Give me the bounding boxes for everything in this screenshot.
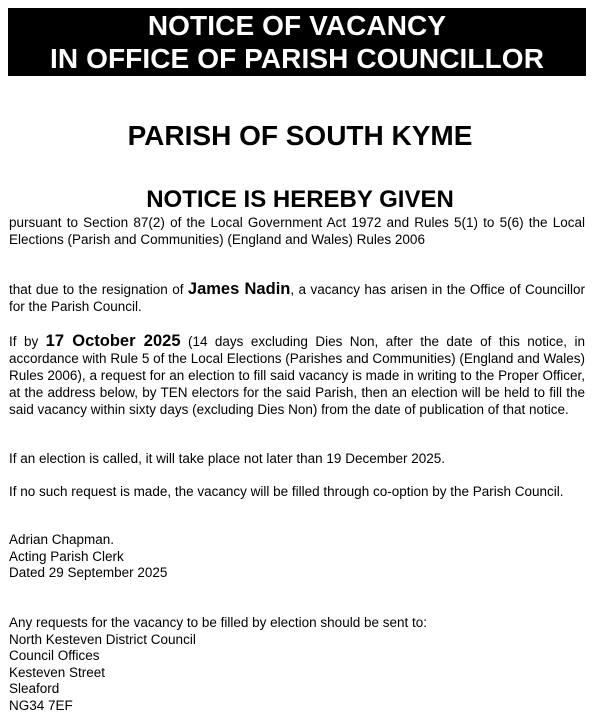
address-line: Sleaford [9,681,60,696]
deadline-date: 17 October 2025 [45,332,181,350]
deadline-paragraph [9,333,585,418]
address-line: NG34 7EF [9,697,73,713]
notice-heading: NOTICE IS HEREBY GIVEN [146,186,454,213]
notice-banner [8,8,586,76]
resigned-councillor-name: James Nadin [187,280,291,298]
resignation-paragraph [9,281,585,315]
address-line: North Kesteven District Council [9,631,196,647]
clerk-role: Acting Parish Clerk [9,548,124,564]
deadline-text-end: (14 days excluding Dies Non, after the date of this notice, in accordance with Rule 5 of the Local Elections (Parishes and Communities) (England and Wales) Rules 2006), a request for an election to fill said vacancy is made in writing to the Proper Officer, at the address below, by TEN electors for the said Parish, then an election will be held to fill the said vacancy within sixty days (excluding Dies Non) from the date of publication of that notice. [9,334,585,417]
election-date-paragraph: If an election is called, it will take place not later than 19 December 2025. [9,451,445,466]
banner-title-line-1: NOTICE OF VACANCY [147,10,447,41]
cooption-paragraph: If no such request is made, the vacancy will be filled through co-option by the Parish Council. [9,484,564,499]
banner-title-line-2: IN OFFICE OF PARISH COUNCILLOR [49,43,545,74]
parish-title: PARISH OF SOUTH KYME [127,120,473,151]
notice-date: Dated 29 September 2025 [9,565,168,580]
signature-block [9,532,167,582]
resignation-text-start: that due to the resignation of [9,282,188,297]
address-block [9,615,427,714]
resignation-text-end: , a vacancy has arisen in the Office of Councillor for the Parish Council. [9,282,586,314]
deadline-text-start: If by [9,334,46,349]
legal-basis-paragraph: pursuant to Section 87(2) of the Local Government Act 1972 and Rules 5(1) to 5(6) the Local Elections (Parish and Communities) (England and Wales) Rules 2006 [9,215,585,247]
address-line: Council Offices [9,648,100,663]
clerk-name: Adrian Chapman. [9,532,115,547]
address-intro: Any requests for the vacancy to be filled by election should be sent to: [9,615,427,630]
address-line: Kesteven Street [9,664,106,680]
